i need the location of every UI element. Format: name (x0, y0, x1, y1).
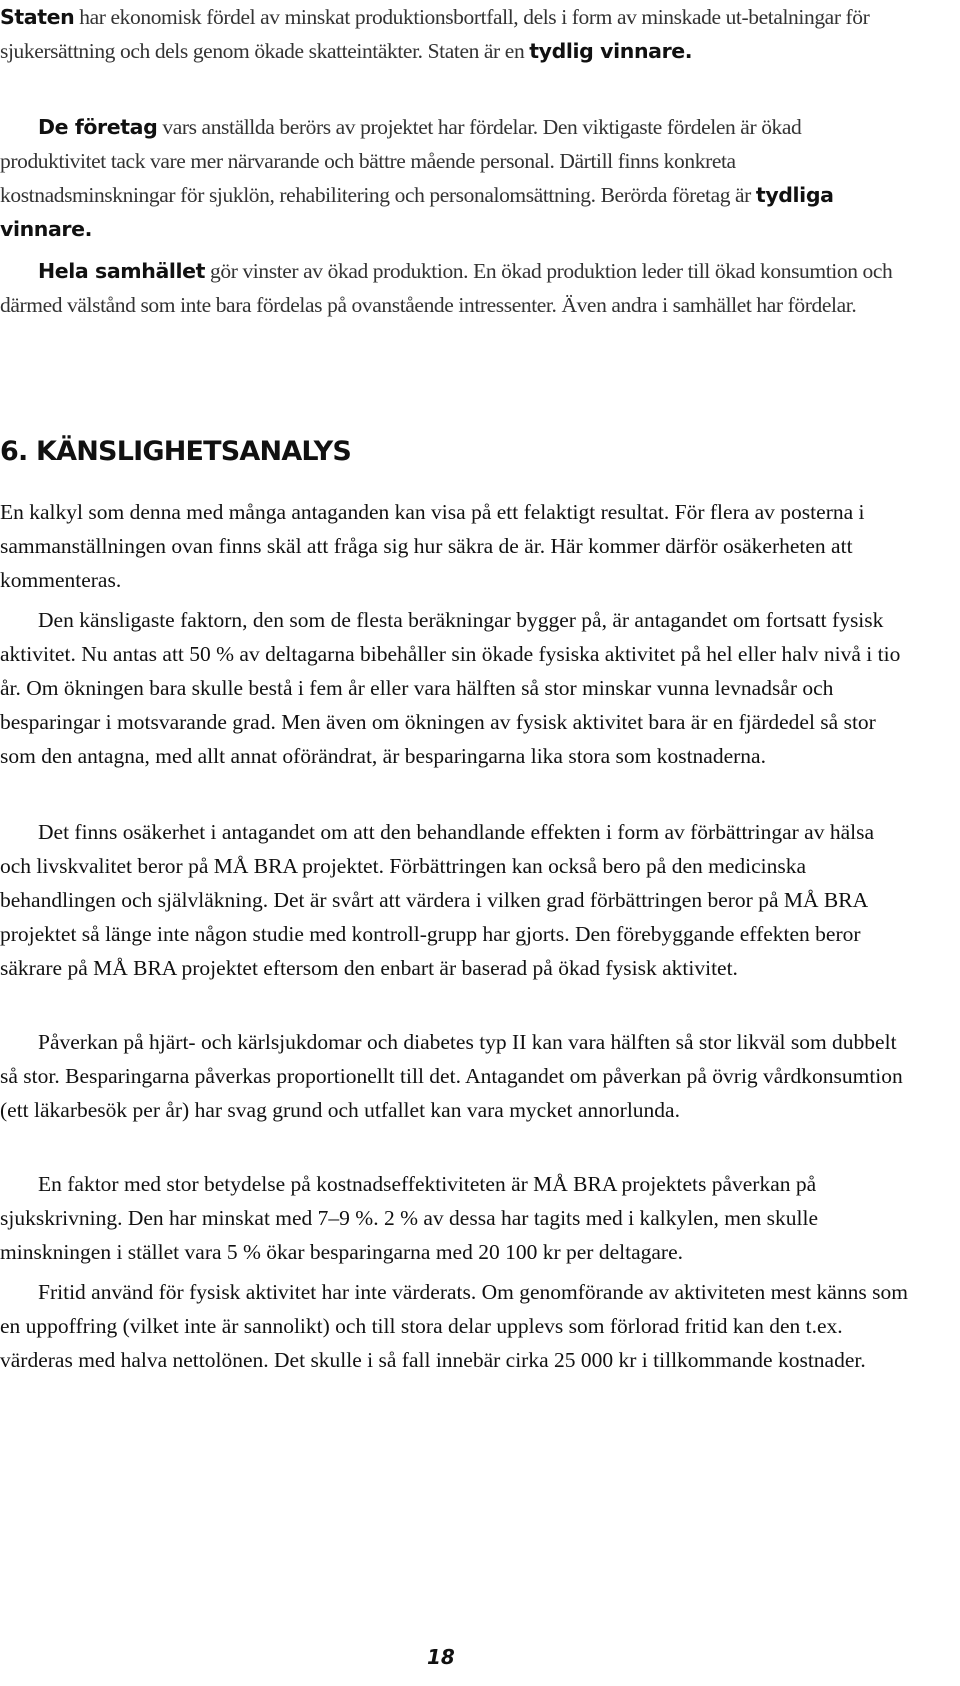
paragraph-staten-lead: Staten (0, 5, 75, 29)
paragraph-staten (0, 0, 900, 68)
section-heading: 6. KÄNSLIGHETSANALYS (0, 436, 352, 467)
paragraph-foretag (0, 110, 900, 246)
paragraph-samhallet-lead: Hela samhället (38, 259, 206, 283)
paragraph-foretag-lead: De företag (38, 115, 158, 139)
paragraph-fritid: Fritid använd för fysisk aktivitet har inte värderats. Om genomförande av aktiviteten mest känns som en uppoffring (vilket inte är sannolikt) och till stora delar upplevs som förlorad fritid kan den t.ex. värderas med halva nettolönen. Det skulle i så fall innebär cirka 25 000 kr i tillkommande kostnader. (0, 1280, 908, 1372)
page-number: 18 (427, 1645, 455, 1669)
paragraph-kalkyl: En kalkyl som denna med många antaganden kan visa på ett felaktigt resultat. För flera av posterna i sammanställningen ovan finns skäl att fråga sig hur säkra de är. Här kommer därför osäkerheten att kommenteras. (0, 500, 865, 592)
paragraph-foretag-body: vars anställda berörs av projektet har fördelar. Den viktigaste fördelen är ökad produktivitet tack vare mer närvarande och bättre mående personal. Därtill finns konkreta kostnadsminskningar för sjuklön, rehabilitering och personalomsättning. Berörda företag är (0, 115, 802, 207)
paragraph-kansligaste-faktorn: Den känsligaste faktorn, den som de flesta beräkningar bygger på, är antagandet om fortsatt fysisk aktivitet. Nu antas att 50 % av deltagarna bibehåller sin ökade fysiska aktivitet på hel eller halv nivå i tio år. Om ökningen bara skulle bestå i fem år eller vara hälften så stor minskar vunna levnadsår och besparingar i motsvarande grad. Men även om ökningen av fysisk aktivitet bara är en fjärdedel så stor som den antagna, med allt annat oförändrat, är besparingarna lika stora som kostnaderna. (0, 608, 901, 768)
paragraph-foretag-conclusion: tydliga vinnare. (0, 183, 834, 241)
paragraph-staten-body: har ekonomisk fördel av minskat produktionsbortfall, dels i form av minskade ut-betalningar för sjukersättning och dels genom ökade skatteintäkter. Staten är en (0, 5, 870, 63)
paragraph-sjukskrivning: En faktor med stor betydelse på kostnadseffektiviteten är MÅ BRA projektets påverkan på sjukskrivning. Den har minskat med 7–9 %. 2 % av dessa har tagits med i kalkylen, men skulle minskningen i stället vara 5 % ökar besparingarna med 20 100 kr per deltagare. (0, 1172, 819, 1264)
paragraph-staten-conclusion: tydlig vinnare. (529, 39, 693, 63)
paragraph-paverkan: Påverkan på hjärt- och kärlsjukdomar och diabetes typ II kan vara hälften så stor likväl som dubbelt så stor. Besparingarna påverkas proportionellt till det. Antagandet om påverkan på övrig vårdkonsumtion (ett läkarbesök per år) har svag grund och utfallet kan vara mycket annorlunda. (0, 1030, 903, 1122)
paragraph-samhallet-body: gör vinster av ökad produktion. En ökad produktion leder till ökad konsumtion och därmed välstånd som inte bara fördelas på ovanstående intressenter. Även andra i samhället har fördelar. (0, 259, 893, 317)
paragraph-samhallet (0, 254, 900, 322)
paragraph-osakerhet: Det finns osäkerhet i antagandet om att den behandlande effekten i form av förbättringar av hälsa och livskvalitet beror på MÅ BRA projektet. Förbättringen kan också bero på den medicinska behandlingen och självläkning. Det är svårt att värdera i vilken grad förbättringen beror på MÅ BRA projektet så länge inte någon studie med kontroll-grupp har gjorts. Den förebyggande effekten beror säkrare på MÅ BRA projektet eftersom den enbart är baserad på ökad fysisk aktivitet. (0, 820, 874, 980)
